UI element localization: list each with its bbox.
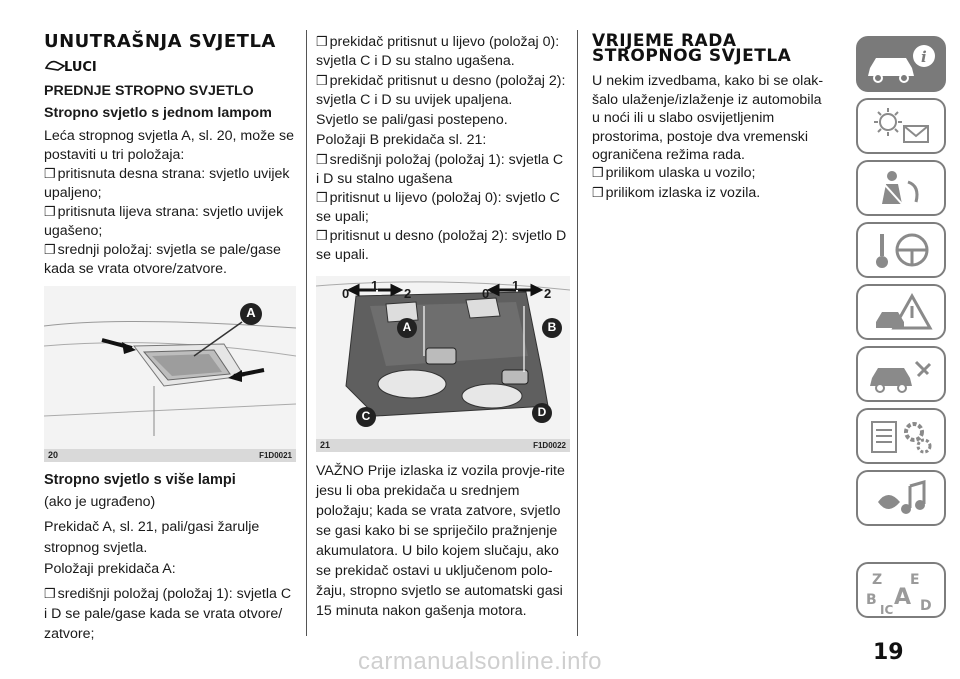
tab-multimedia[interactable] (856, 470, 946, 526)
dashboard-lights-icon (858, 100, 944, 152)
figure-code: F1D0021 (259, 451, 292, 460)
figure-caption (44, 449, 296, 462)
section-title-line-2: STROPNOG SVJETLA (592, 46, 792, 66)
tab-technical-data[interactable] (856, 408, 946, 464)
paragraph: Leća stropnog svjetla A, sl. 20, može se postaviti u tri položaja: (44, 128, 294, 163)
tab-car-info[interactable] (856, 36, 946, 92)
tab-safety[interactable] (856, 160, 946, 216)
position-2-right: 2 (544, 286, 552, 301)
figure-label-b: B (547, 320, 557, 334)
svg-text:E: E (910, 572, 920, 588)
column-divider (577, 30, 578, 636)
figure-label-a: A (402, 320, 412, 334)
heading-single-lamp: Stropno svjetlo s jednom lampom (44, 105, 272, 121)
figure-label-c: C (361, 409, 371, 423)
subtitle: PREDNJE STROPNO SVJETLO (44, 83, 254, 99)
figure-label-d: D (537, 405, 547, 419)
position-1-left: 1 (371, 278, 379, 293)
watermark: carmanualsonline.info (358, 648, 602, 675)
paragraph: Svjetlo se pali/gasi postepeno. (316, 112, 508, 128)
position-0-right: 0 (482, 286, 490, 301)
paragraph: U nekim izvedbama, kako bi se olak-šalo ulaženje/izlaženje iz automobila u noći ili u slabo osvijetljenim prostorima, postoje dva vremenski ograničena režima rada. (592, 73, 824, 163)
column-divider (306, 30, 307, 636)
paragraph: Prekidač A, sl. 21, pali/gasi žarulje stropnog svjetla. (44, 519, 260, 556)
logo-icon (44, 56, 96, 74)
paragraph: Položaji B prekidača sl. 21: (316, 132, 487, 148)
list-item: ❒ prekidač pritisnut u lijevo (položaj 0): svjetla C i D su stalno ugašena. (316, 34, 560, 69)
tab-dashboard-lights[interactable] (856, 98, 946, 154)
figure-caption (316, 439, 570, 452)
page-number: 19 (873, 640, 904, 665)
figure-number: 21 (320, 440, 331, 450)
list-item: ❒ pritisnut u desno (položaj 2): svjetlo D se upali. (316, 228, 567, 263)
section-title-line-1: VRIJEME RADA (592, 31, 737, 51)
warning-triangle-icon (858, 286, 944, 338)
list-item: ❒ prilikom ulaska u vozilo; (592, 165, 756, 181)
svg-text:D: D (920, 598, 932, 614)
position-1-right: 1 (512, 278, 520, 293)
car-service-icon (858, 348, 944, 400)
figure-label-a: A (246, 305, 256, 320)
important-note: VAŽNO Prije izlaska iz vozila provje-rite jesu li oba prekidača u srednjem položaju; kada se vrata zatvore, svjetlo se gasi kako bi se spriječilo pražnjenje akumulatora. U bilo kojem slučaju, ako se prekidač ostavi u uključenom polo-žaju, stropno svjetlo se automatski gasi 15 minuta nakon gašenja motora. (316, 463, 565, 619)
list-item: ❒ srednji položaj: svjetla se pale/gase kada se vrata otvore/zatvore. (44, 242, 281, 277)
list-item: ❒ prekidač pritisnut u desno (položaj 2): svjetla C i D su uvijek upaljena. (316, 73, 566, 108)
list-item: ❒ pritisnuta lijeva strana: svjetlo uvijek ugašeno; (44, 204, 284, 239)
list-item: ❒ pritisnuta desna strana: svjetlo uvijek upaljeno; (44, 166, 290, 201)
key-steering-icon (858, 224, 944, 276)
car-info-icon (858, 38, 944, 90)
figure-21 (316, 276, 570, 452)
tab-emergency[interactable] (856, 284, 946, 340)
svg-text:i: i (921, 48, 927, 66)
svg-text:B: B (866, 592, 877, 608)
svg-text:Z: Z (872, 572, 883, 588)
tab-index[interactable] (856, 562, 946, 618)
list-item: ❒ središnji položaj (položaj 1): svjetla C i D su stalno ugašena (316, 152, 564, 187)
tab-maintenance[interactable] (856, 346, 946, 402)
svg-text:IC: IC (880, 603, 894, 616)
svg-text:LUCI: LUCI (64, 60, 96, 74)
technical-data-gears-icon (858, 410, 944, 462)
tab-starting-driving[interactable] (856, 222, 946, 278)
position-2-left: 2 (404, 286, 412, 301)
figure-code: F1D0022 (533, 441, 566, 450)
index-letters-icon (858, 564, 944, 616)
svg-text:A: A (894, 585, 912, 610)
list-item: ❒ pritisnut u lijevo (položaj 0): svjetlo C se upali; (316, 190, 560, 225)
figure-number: 20 (48, 450, 59, 460)
list-item: ❒ središnji položaj (položaj 1): svjetla C i D se pale/gase kada se vrata otvore/ zatvore; (44, 586, 292, 642)
paragraph: Položaji prekidača A: (44, 561, 176, 577)
multimedia-icon (858, 472, 944, 524)
figure-20 (44, 286, 296, 462)
heading-multi-lamp: Stropno svjetlo s više lampi (44, 472, 236, 488)
position-0-left: 0 (342, 286, 350, 301)
heading-note: (ako je ugrađeno) (44, 494, 156, 510)
ceiling-lamp-illustration (44, 286, 296, 449)
section-title: UNUTRAŠNJA SVJETLA (44, 31, 276, 52)
multi-lamp-illustration (316, 276, 570, 439)
seatbelt-airbag-icon (858, 162, 944, 214)
list-item: ❒ prilikom izlaska iz vozila. (592, 185, 761, 201)
